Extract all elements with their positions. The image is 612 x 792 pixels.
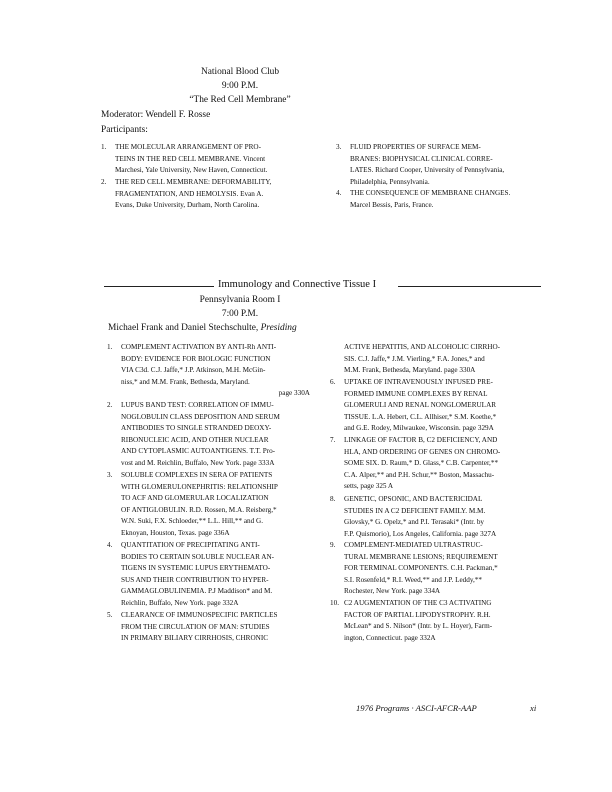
item-number: 6. [330,378,336,386]
session-title: National Blood Club [200,67,280,77]
footer-text: 1976 Programs · ASCI-AFCR-AAP [356,703,477,713]
item-line: McLean* and S. Nilson* (Intr. by L. Hoyer), Farm- [344,622,493,631]
item-line: Marcel Bessis, Paris, France. [350,200,434,209]
item-line: Philadelphia, Pennsylvania. [350,177,430,186]
session-time: 9:00 P.M. [221,81,259,91]
item-line: Reichlin, Buffalo, New York. page 332A [121,598,239,607]
item-number: 5. [107,611,113,619]
item-line: RIBONUCLEIC ACID, AND OTHER NUCLEAR [121,435,269,444]
session-topic: “The Red Cell Membrane” [189,95,291,105]
item-line: TISSUE. L.A. Hebert, C.L. Allhiser,* S.M. Koethe,* [344,412,497,421]
item-line: Glovsky,* G. Opelz,* and P.I. Terasaki* (Intr. by [344,518,485,527]
item-line: W.N. Suki, F.X. Schloeder,** L.L. Hill,** and G. [121,517,264,526]
item-line: FORMED IMMUNE COMPLEXES BY RENAL [344,389,488,398]
item-line: SOME SIX. D. Raum,* D. Glass,* C.B. Carpenter,** [344,459,499,468]
presider-names: Michael Frank and Daniel Stechschulte, [108,323,259,333]
item-line: ACTIVE HEPATITIS, AND ALCOHOLIC CIRRHO- [344,343,501,351]
item-number: 4. [107,541,113,549]
item-line: NOGLOBULIN CLASS DEPOSITION AND SERUM [121,412,280,421]
item-number: 1. [107,343,113,351]
item-line: SOLUBLE COMPLEXES IN SERA OF PATIENTS [121,471,273,479]
item-line: COMPLEMENT ACTIVATION BY ANTI-Rh ANTI- [121,343,277,351]
presiding-label: Presiding [260,323,297,333]
item-line: COMPLEMENT-MEDIATED ULTRASTRUC- [344,541,483,549]
item-line: GAMMAGLOBULINEMIA. P.J Maddison* and M. [121,587,273,596]
moderator: Moderator: Wendell F. Rosse [101,110,211,120]
item-line: FACTOR OF PARTIAL LIPODYSTROPHY. R.H. [344,610,491,619]
section-divider-right [398,286,541,287]
item-number: 3. [336,143,342,151]
item-line: SIS. C.J. Jaffe,* J.M. Vierling,* F.A. Jones,* and [344,354,485,363]
item-line: TO ACF AND GLOMERULAR LOCALIZATION [121,494,269,503]
item-number: 7. [330,436,336,444]
item-line: UPTAKE OF INTRAVENOUSLY INFUSED PRE- [344,378,493,386]
item-line: SUS AND THEIR CONTRIBUTION TO HYPER- [121,575,269,584]
item-line: OF ANTIGLOBULIN. R.D. Rossen, M.A. Reisberg,* [121,505,277,514]
item-line: M.M. Frank, Bethesda, Maryland. page 330A [344,366,476,375]
item-line: FLUID PROPERTIES OF SURFACE MEM- [350,143,481,151]
item-line: AND CYTOPLASMIC AUTOANTIGENS. T.T. Pro- [121,447,276,456]
item-line: C.A. Alper,** and P.H. Schur,** Boston, Massachu- [344,470,495,479]
item-line: BODIES TO CERTAIN SOLUBLE NUCLEAR AN- [121,552,275,561]
page-number: xi [530,703,537,713]
item-line: LINKAGE OF FACTOR B, C2 DEFICIENCY, AND [344,436,498,444]
item-line: BRANES: BIOPHYSICAL CLINICAL CORRE- [350,154,493,163]
item-line: and G.E. Rodey, Milwaukee, Wisconsin. page 329A [344,424,494,433]
presiders [108,324,297,333]
item-number: 3. [107,471,113,479]
item-line: TIGENS IN SYSTEMIC LUPUS ERYTHEMATO- [121,564,271,573]
item-number: 10. [330,599,339,607]
item-line: FROM THE CIRCULATION OF MAN: STUDIES [121,622,270,631]
item-line: IN PRIMARY BILIARY CIRRHOSIS, CHRONIC [121,634,269,643]
item-line: VIA C3d. C.J. Jaffe,* J.P. Atkinson, M.H. McGin- [121,366,266,375]
item-line: QUANTITATION OF PRECIPITATING ANTI- [121,541,260,549]
item-line: FOR TERMINAL COMPONENTS. C.H. Packman,* [344,564,498,573]
item-number: 8. [330,495,336,503]
item-line: ington, Connecticut. page 332A [344,633,436,642]
item-line: CLEARANCE OF IMMUNOSPECIFIC PARTICLES [121,611,278,619]
section-divider-left [104,286,214,287]
item-line: Marchesi, Yale University, New Haven, Connecticut. [115,166,268,175]
item-line: THE CONSEQUENCE OF MEMBRANE CHANGES. [350,189,511,197]
item-line: vost and M. Reichlin, Buffalo, New York. page 333A [121,458,275,467]
item-line: LATES. Richard Cooper, University of Pennsylvania, [350,166,505,175]
item-line: Evans, Duke University, Durham, North Carolina. [115,201,260,210]
item-line: GENETIC, OPSONIC, AND BACTERICIDAL [344,495,483,503]
item-number: 2. [107,401,113,409]
item-line: ANTIBODIES TO SINGLE STRANDED DEOXY- [121,424,272,433]
section-title: Immunology and Connective Tissue I [218,279,377,290]
item-line: STUDIES IN A C2 DEFICIENT FAMILY. M.M. [344,506,486,515]
item-line: HLA, AND ORDERING OF GENES ON CHROMO- [344,447,501,456]
session-time: 7:00 P.M. [221,309,259,319]
room-label: Pennsylvania Room I [199,295,281,305]
item-number: 1. [101,143,107,151]
item-line: LUPUS BAND TEST: CORRELATION OF IMMU- [121,401,274,409]
item-line: THE RED CELL MEMBRANE: DEFORMABILITY, [115,178,272,186]
item-number: 2. [101,178,107,186]
item-line: BODY: EVIDENCE FOR BIOLOGIC FUNCTION [121,354,271,363]
item-line: C2 AUGMENTATION OF THE C3 ACTIVATING [344,599,492,607]
item-line: S.I. Rosenfeld,* R.I. Weed,** and J.P. Leddy,** [344,575,482,584]
item-line: FRAGMENTATION, AND HEMOLYSIS. Evan A. [115,189,264,198]
item-line: THE MOLECULAR ARRANGEMENT OF PRO- [115,143,262,151]
item-line: niss,* and M.M. Frank, Bethesda, Maryland. [121,377,250,386]
item-line: F.P. Quismorio), Los Angeles, California. page 327A [344,529,497,538]
item-line: Eknoyan, Houston, Texas. page 336A [121,528,230,537]
item-line: TURAL MEMBRANE LESIONS; REQUIREMENT [344,552,498,561]
participants-label: Participants: [101,125,148,135]
item-line: setts, page 325 A [344,482,394,491]
item-number: 9. [330,541,336,549]
item-line: Rochester, New York. page 334A [344,587,441,596]
page-ref: page 330A [278,389,310,398]
item-line: TEINS IN THE RED CELL MEMBRANE. Vincent [115,154,266,163]
item-line: WITH GLOMERULONEPHRITIS: RELATIONSHIP [121,482,278,491]
item-number: 4. [336,189,342,197]
item-line: GLOMERULI AND RENAL NONGLOMERULAR [344,401,497,410]
